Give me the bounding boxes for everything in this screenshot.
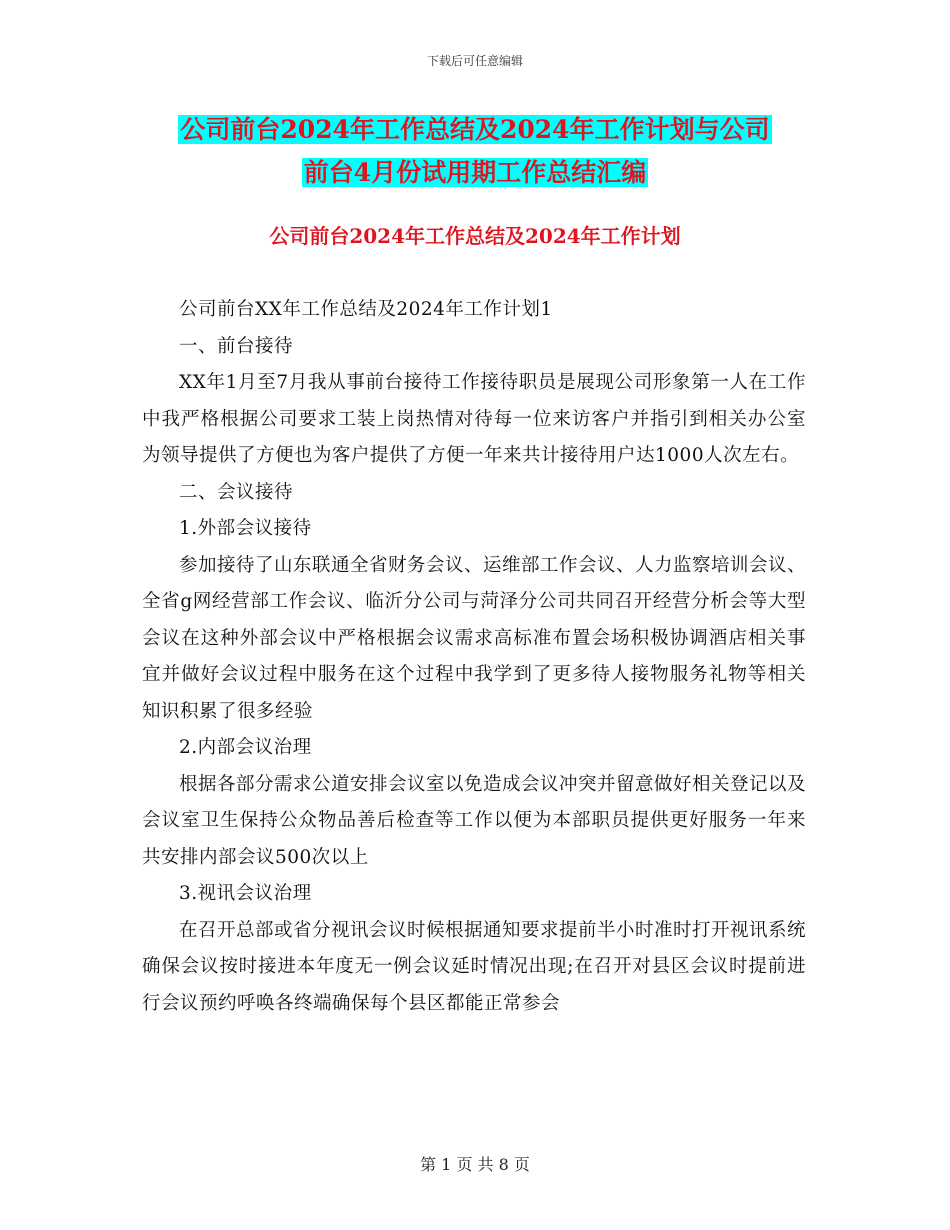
paragraph: XX年1月至7月我从事前台接待工作接待职员是展现公司形象第一人在工作中我严格根据公司要求工装上岗热情对待每一位来访客户并指引到相关办公室为领导提供了方便也为客户提供了方便一年来共计接待用户达1000人次左右。: [142, 372, 806, 466]
header-note: 下载后可任意编辑: [426, 54, 523, 68]
paragraph: 公司前台XX年工作总结及2024年工作计划1: [179, 299, 553, 320]
paragraph: 二、会议接待: [179, 481, 294, 503]
paragraph: 1.外部会议接待: [179, 518, 312, 539]
paragraph: 3.视讯会议治理: [179, 883, 312, 904]
paragraph: 在召开总部或省分视讯会议时候根据通知要求提前半小时准时打开视讯系统确保会议按时接进本年度无一例会议延时情况出现;在召开对县区会议时提前进行会议预约呼唤各终端确保每个县区都能正常参会: [142, 919, 807, 1014]
paragraph: 一、前台接待: [179, 335, 294, 357]
title-line-1-text: 公司前台2024年工作总结及2024年工作计划与公司: [180, 115, 770, 144]
paragraph: 参加接待了山东联通全省财务会议、运维部工作会议、人力监察培训会议、全省g网经营部工作会议、临沂分公司与菏泽分公司共同召开经营分析会等大型会议在这种外部会议中严格根据会议需求高标准布置会场积极协调酒店相关事宜并做好会议过程中服务在这个过程中我学到了更多待人接物服务礼物等相关知识积累了很多经验: [142, 554, 807, 722]
section-title: 公司前台2024年工作总结及2024年工作计划: [269, 224, 681, 248]
document-title-line-2: [0, 153, 950, 193]
document-body: [142, 292, 806, 1022]
document-title-line-1: [0, 110, 950, 150]
paragraph: 根据各部分需求公道安排会议室以免造成会议冲突并留意做好相关登记以及会议室卫生保持公众物品善后检查等工作以便为本部职员提供更好服务一年来共安排内部会议500次以上: [142, 773, 807, 868]
page-footer: 第 1 页 共 8 页: [420, 1155, 530, 1174]
title-line-2-text: 前台4月份试用期工作总结汇编: [303, 158, 647, 187]
paragraph: 2.内部会议治理: [179, 737, 312, 758]
